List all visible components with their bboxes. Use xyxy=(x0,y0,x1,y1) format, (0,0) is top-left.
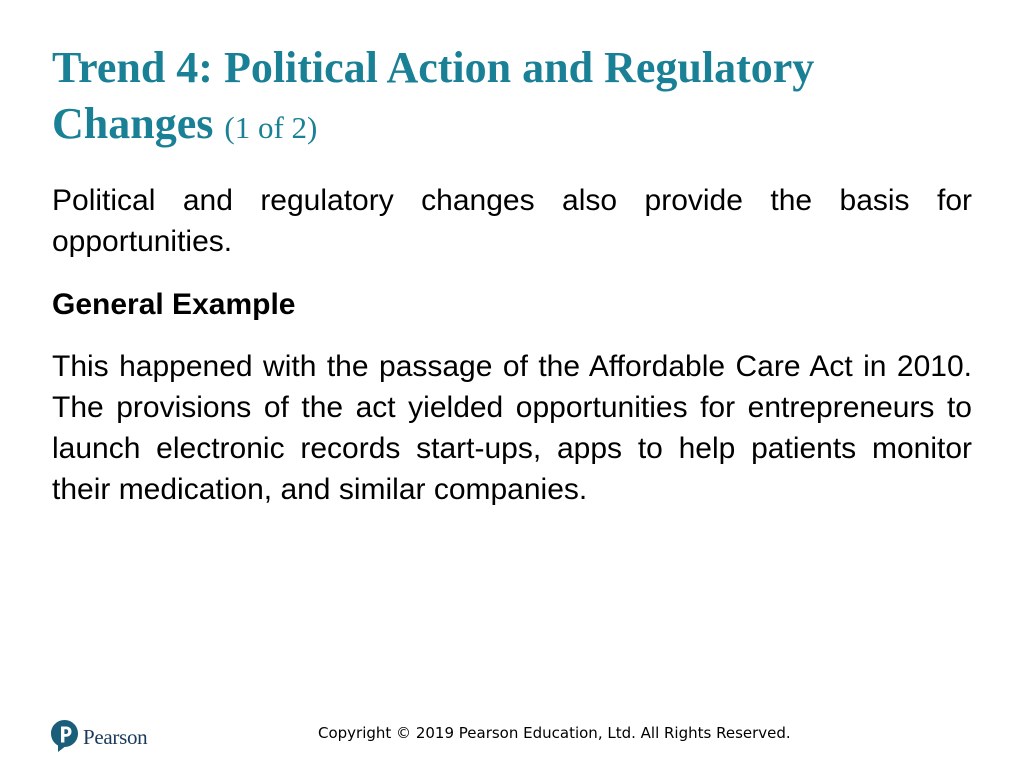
pearson-p-logo-icon xyxy=(51,720,78,752)
example-heading: General Example xyxy=(52,288,296,321)
slide-title-suffix: (1 of 2) xyxy=(224,110,318,145)
slide-title-text: Trend 4: Political Action and Regulatory Changes xyxy=(52,43,815,148)
pearson-logo-text: Pearson xyxy=(83,724,148,749)
copyright-notice: Copyright © 2019 Pearson Education, Ltd. All Rights Reserved. xyxy=(318,724,791,742)
intro-paragraph: Political and regulatory changes also provide the basis for opportunities. xyxy=(52,184,972,258)
slide-title xyxy=(52,40,972,156)
pearson-logo xyxy=(51,720,147,752)
example-paragraph: This happened with the passage of the Affordable Care Act in 2010. The provisions of the act yielded opportunities for entrepreneurs to launch electronic records start-ups, apps to help patients monitor their medication, and similar companies. xyxy=(52,350,972,506)
